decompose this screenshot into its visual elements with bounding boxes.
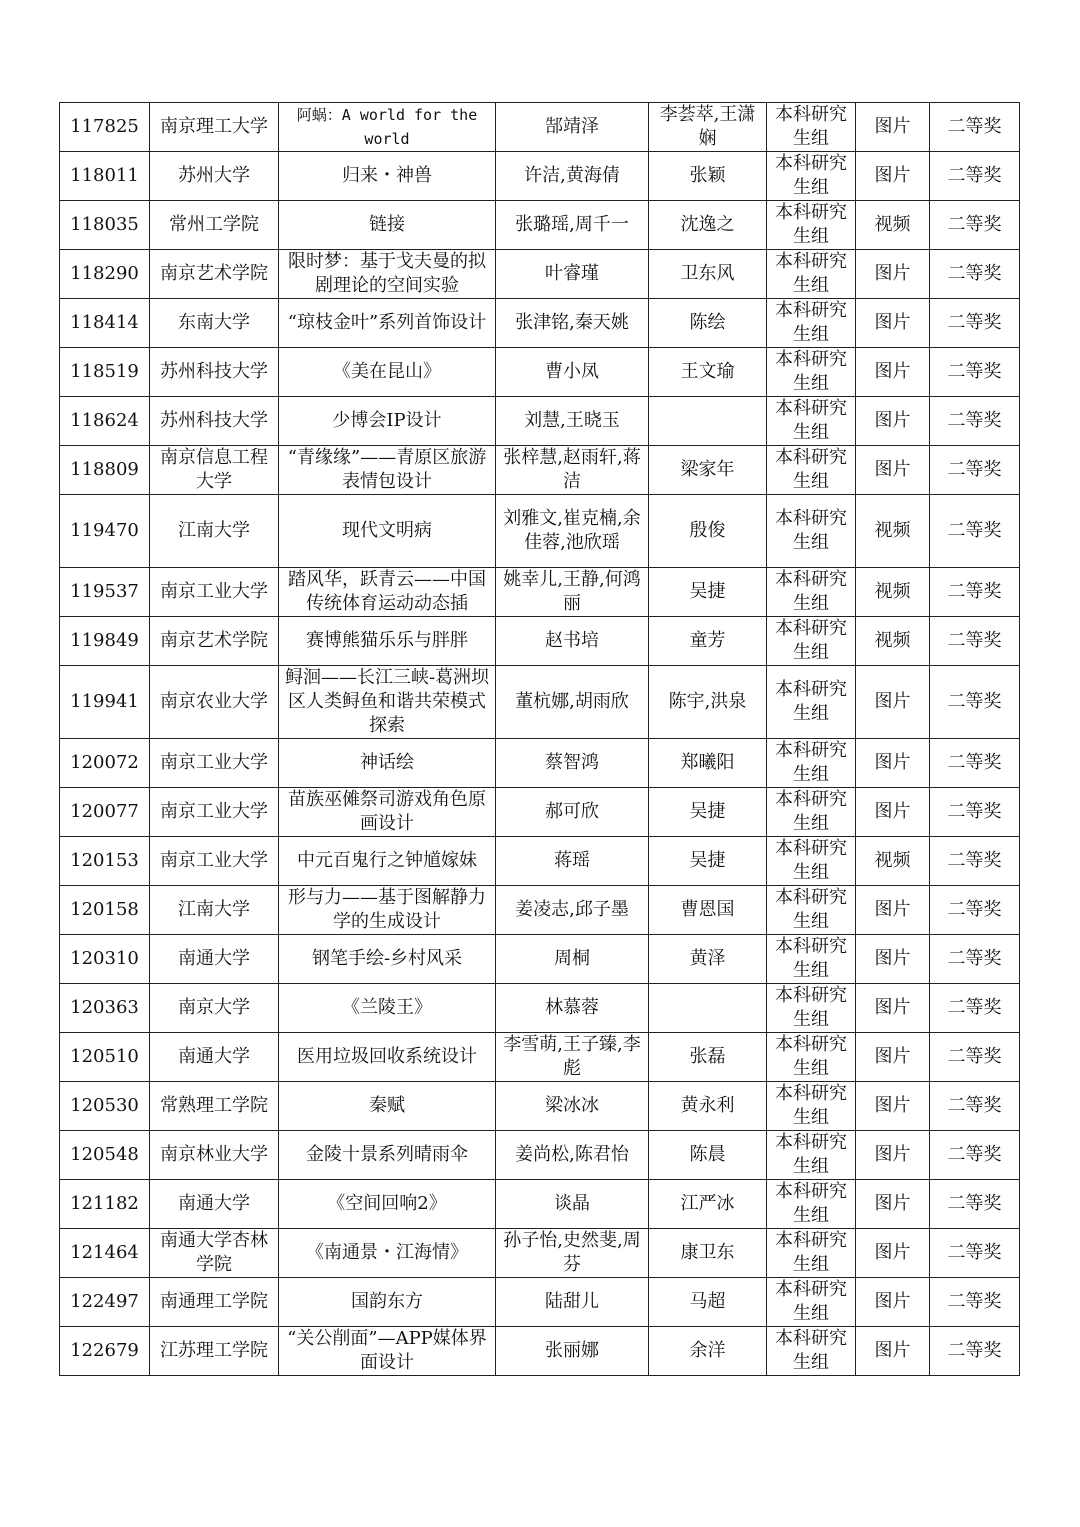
table-row	[60, 446, 1020, 495]
cell-advisor: 陈晨	[649, 1131, 767, 1180]
table-row	[60, 103, 1020, 152]
cell-group: 本科研究生组	[767, 935, 856, 984]
cell-type: 图片	[856, 788, 930, 837]
table-row	[60, 1033, 1020, 1082]
cell-authors: 张津铭,秦天姚	[496, 299, 649, 348]
cell-school: 南京林业大学	[150, 1131, 279, 1180]
cell-authors: 张璐瑶,周千一	[496, 201, 649, 250]
table-row	[60, 739, 1020, 788]
cell-authors: 姜凌志,邱子墨	[496, 886, 649, 935]
cell-authors: 姜尚松,陈君怡	[496, 1131, 649, 1180]
cell-id: 122497	[60, 1278, 150, 1327]
cell-award: 二等奖	[930, 299, 1020, 348]
cell-id: 120310	[60, 935, 150, 984]
table-row	[60, 837, 1020, 886]
cell-advisor: 江严冰	[649, 1180, 767, 1229]
cell-type: 视频	[856, 495, 930, 568]
cell-type: 图片	[856, 446, 930, 495]
cell-id: 118809	[60, 446, 150, 495]
cell-award: 二等奖	[930, 886, 1020, 935]
cell-type: 视频	[856, 201, 930, 250]
cell-group: 本科研究生组	[767, 299, 856, 348]
cell-award: 二等奖	[930, 152, 1020, 201]
cell-school: 南京工业大学	[150, 739, 279, 788]
cell-school: 南京艺术学院	[150, 617, 279, 666]
table-body	[60, 103, 1020, 1376]
cell-advisor: 殷俊	[649, 495, 767, 568]
cell-title: “关公削面”—APP媒体界面设计	[279, 1327, 496, 1376]
cell-authors: 郜靖泽	[496, 103, 649, 152]
cell-advisor: 卫东风	[649, 250, 767, 299]
cell-id: 119537	[60, 568, 150, 617]
cell-type: 图片	[856, 1278, 930, 1327]
cell-title: 中元百鬼行之钟馗嫁妹	[279, 837, 496, 886]
cell-award: 二等奖	[930, 397, 1020, 446]
cell-school: 苏州科技大学	[150, 397, 279, 446]
table-row	[60, 495, 1020, 568]
cell-school: 南京大学	[150, 984, 279, 1033]
cell-group: 本科研究生组	[767, 739, 856, 788]
cell-group: 本科研究生组	[767, 201, 856, 250]
cell-authors: 张丽娜	[496, 1327, 649, 1376]
cell-group: 本科研究生组	[767, 397, 856, 446]
cell-school: 南京农业大学	[150, 666, 279, 739]
cell-advisor: 吴捷	[649, 788, 767, 837]
cell-authors: 周桐	[496, 935, 649, 984]
cell-title: 《空间回响2》	[279, 1180, 496, 1229]
cell-group: 本科研究生组	[767, 446, 856, 495]
table-row	[60, 348, 1020, 397]
cell-authors: 林慕蓉	[496, 984, 649, 1033]
cell-group: 本科研究生组	[767, 1229, 856, 1278]
cell-school: 南通大学杏林学院	[150, 1229, 279, 1278]
cell-authors: 赵书培	[496, 617, 649, 666]
cell-group: 本科研究生组	[767, 788, 856, 837]
cell-school: 南通大学	[150, 935, 279, 984]
cell-id: 118035	[60, 201, 150, 250]
cell-id: 119849	[60, 617, 150, 666]
cell-group: 本科研究生组	[767, 617, 856, 666]
cell-group: 本科研究生组	[767, 103, 856, 152]
cell-id: 120077	[60, 788, 150, 837]
cell-advisor: 康卫东	[649, 1229, 767, 1278]
cell-group: 本科研究生组	[767, 1131, 856, 1180]
cell-award: 二等奖	[930, 837, 1020, 886]
cell-authors: 刘慧,王晓玉	[496, 397, 649, 446]
cell-school: 南京工业大学	[150, 837, 279, 886]
cell-advisor: 李荟萃,王潇娴	[649, 103, 767, 152]
cell-award: 二等奖	[930, 984, 1020, 1033]
cell-award: 二等奖	[930, 1180, 1020, 1229]
cell-type: 图片	[856, 984, 930, 1033]
cell-group: 本科研究生组	[767, 837, 856, 886]
table-row	[60, 935, 1020, 984]
cell-title: 鲟洄——长江三峡-葛洲坝区人类鲟鱼和谐共荣模式探索	[279, 666, 496, 739]
cell-type: 图片	[856, 299, 930, 348]
cell-title: 现代文明病	[279, 495, 496, 568]
cell-title: 钢笔手绘-乡村风采	[279, 935, 496, 984]
cell-group: 本科研究生组	[767, 348, 856, 397]
cell-id: 118519	[60, 348, 150, 397]
table-row	[60, 397, 1020, 446]
cell-advisor: 陈绘	[649, 299, 767, 348]
cell-type: 图片	[856, 250, 930, 299]
cell-award: 二等奖	[930, 1131, 1020, 1180]
cell-authors: 蒋瑶	[496, 837, 649, 886]
cell-award: 二等奖	[930, 1278, 1020, 1327]
cell-type: 视频	[856, 568, 930, 617]
cell-group: 本科研究生组	[767, 152, 856, 201]
cell-type: 图片	[856, 1229, 930, 1278]
table-row	[60, 617, 1020, 666]
cell-group: 本科研究生组	[767, 1033, 856, 1082]
cell-school: 江南大学	[150, 495, 279, 568]
cell-id: 118414	[60, 299, 150, 348]
cell-award: 二等奖	[930, 201, 1020, 250]
cell-title: 《南通景・江海情》	[279, 1229, 496, 1278]
table-row	[60, 1082, 1020, 1131]
cell-advisor	[649, 397, 767, 446]
cell-id: 120363	[60, 984, 150, 1033]
cell-title: 限时梦：基于戈夫曼的拟剧理论的空间实验	[279, 250, 496, 299]
cell-id: 119941	[60, 666, 150, 739]
cell-group: 本科研究生组	[767, 1180, 856, 1229]
cell-award: 二等奖	[930, 1033, 1020, 1082]
cell-id: 121182	[60, 1180, 150, 1229]
cell-group: 本科研究生组	[767, 250, 856, 299]
cell-authors: 梁冰冰	[496, 1082, 649, 1131]
cell-authors: 刘雅文,崔克楠,余佳蓉,池欣瑶	[496, 495, 649, 568]
table-row	[60, 1278, 1020, 1327]
cell-id: 120530	[60, 1082, 150, 1131]
cell-award: 二等奖	[930, 495, 1020, 568]
cell-id: 122679	[60, 1327, 150, 1376]
cell-award: 二等奖	[930, 348, 1020, 397]
cell-type: 图片	[856, 666, 930, 739]
cell-id: 120510	[60, 1033, 150, 1082]
table-row	[60, 886, 1020, 935]
cell-type: 视频	[856, 617, 930, 666]
cell-title: 归来・神兽	[279, 152, 496, 201]
cell-title: 阿蜗：A world for the world	[279, 103, 496, 152]
cell-authors: 李雪萌,王子臻,李彪	[496, 1033, 649, 1082]
cell-title: “琼枝金叶”系列首饰设计	[279, 299, 496, 348]
cell-type: 图片	[856, 152, 930, 201]
cell-authors: 郝可欣	[496, 788, 649, 837]
cell-award: 二等奖	[930, 568, 1020, 617]
cell-advisor: 马超	[649, 1278, 767, 1327]
cell-school: 南京理工大学	[150, 103, 279, 152]
cell-authors: 谈晶	[496, 1180, 649, 1229]
cell-title: 国韵东方	[279, 1278, 496, 1327]
cell-award: 二等奖	[930, 666, 1020, 739]
table-row	[60, 201, 1020, 250]
cell-advisor: 张磊	[649, 1033, 767, 1082]
cell-group: 本科研究生组	[767, 1082, 856, 1131]
cell-title: 神话绘	[279, 739, 496, 788]
cell-award: 二等奖	[930, 1229, 1020, 1278]
cell-id: 117825	[60, 103, 150, 152]
table-row	[60, 984, 1020, 1033]
cell-title: 苗族巫傩祭司游戏角色原画设计	[279, 788, 496, 837]
cell-id: 118290	[60, 250, 150, 299]
table-row	[60, 1327, 1020, 1376]
cell-school: 苏州大学	[150, 152, 279, 201]
cell-type: 图片	[856, 1131, 930, 1180]
cell-type: 图片	[856, 1082, 930, 1131]
cell-advisor: 曹恩国	[649, 886, 767, 935]
cell-id: 119470	[60, 495, 150, 568]
cell-award: 二等奖	[930, 617, 1020, 666]
cell-type: 图片	[856, 886, 930, 935]
cell-id: 120072	[60, 739, 150, 788]
cell-title: 《兰陵王》	[279, 984, 496, 1033]
cell-school: 江苏理工学院	[150, 1327, 279, 1376]
cell-school: 南京工业大学	[150, 788, 279, 837]
cell-group: 本科研究生组	[767, 1278, 856, 1327]
cell-advisor: 沈逸之	[649, 201, 767, 250]
cell-title: “青缘缘”——青原区旅游表情包设计	[279, 446, 496, 495]
cell-title: 《美在昆山》	[279, 348, 496, 397]
cell-advisor: 黄永利	[649, 1082, 767, 1131]
cell-authors: 张梓慧,赵雨轩,蒋洁	[496, 446, 649, 495]
cell-advisor: 陈宇,洪泉	[649, 666, 767, 739]
cell-title: 形与力——基于图解静力学的生成设计	[279, 886, 496, 935]
cell-id: 120548	[60, 1131, 150, 1180]
table-row	[60, 666, 1020, 739]
cell-school: 江南大学	[150, 886, 279, 935]
cell-id: 120158	[60, 886, 150, 935]
cell-authors: 许洁,黄海倩	[496, 152, 649, 201]
cell-school: 南通理工学院	[150, 1278, 279, 1327]
cell-advisor: 吴捷	[649, 568, 767, 617]
cell-advisor: 黄泽	[649, 935, 767, 984]
cell-group: 本科研究生组	[767, 886, 856, 935]
cell-authors: 姚幸儿,王静,何鸿丽	[496, 568, 649, 617]
cell-authors: 蔡智鸿	[496, 739, 649, 788]
table-row	[60, 299, 1020, 348]
cell-type: 图片	[856, 103, 930, 152]
table-row	[60, 1180, 1020, 1229]
cell-id: 118624	[60, 397, 150, 446]
cell-advisor: 吴捷	[649, 837, 767, 886]
cell-type: 图片	[856, 739, 930, 788]
cell-school: 常州工学院	[150, 201, 279, 250]
cell-advisor: 王文瑜	[649, 348, 767, 397]
cell-group: 本科研究生组	[767, 666, 856, 739]
cell-school: 苏州科技大学	[150, 348, 279, 397]
cell-school: 东南大学	[150, 299, 279, 348]
cell-award: 二等奖	[930, 788, 1020, 837]
cell-school: 南京艺术学院	[150, 250, 279, 299]
cell-type: 图片	[856, 1033, 930, 1082]
cell-school: 南通大学	[150, 1180, 279, 1229]
cell-award: 二等奖	[930, 250, 1020, 299]
cell-school: 南京信息工程大学	[150, 446, 279, 495]
cell-award: 二等奖	[930, 1082, 1020, 1131]
cell-school: 南通大学	[150, 1033, 279, 1082]
table-row	[60, 250, 1020, 299]
cell-authors: 曹小凤	[496, 348, 649, 397]
cell-type: 图片	[856, 397, 930, 446]
cell-advisor: 张颖	[649, 152, 767, 201]
cell-title: 少博会IP设计	[279, 397, 496, 446]
table-row	[60, 1229, 1020, 1278]
cell-title: 踏风华，跃青云——中国传统体育运动动态插	[279, 568, 496, 617]
cell-group: 本科研究生组	[767, 495, 856, 568]
cell-group: 本科研究生组	[767, 568, 856, 617]
cell-id: 121464	[60, 1229, 150, 1278]
cell-award: 二等奖	[930, 1327, 1020, 1376]
cell-title: 赛博熊猫乐乐与胖胖	[279, 617, 496, 666]
table-row	[60, 152, 1020, 201]
cell-title: 链接	[279, 201, 496, 250]
cell-advisor: 余洋	[649, 1327, 767, 1376]
cell-group: 本科研究生组	[767, 984, 856, 1033]
table-row	[60, 568, 1020, 617]
cell-award: 二等奖	[930, 739, 1020, 788]
cell-type: 图片	[856, 348, 930, 397]
cell-authors: 叶睿瑾	[496, 250, 649, 299]
awards-table	[59, 102, 1020, 1376]
cell-id: 118011	[60, 152, 150, 201]
cell-type: 图片	[856, 1327, 930, 1376]
cell-type: 图片	[856, 1180, 930, 1229]
cell-title: 医用垃圾回收系统设计	[279, 1033, 496, 1082]
cell-title: 秦赋	[279, 1082, 496, 1131]
cell-type: 视频	[856, 837, 930, 886]
table-row	[60, 788, 1020, 837]
cell-award: 二等奖	[930, 446, 1020, 495]
cell-advisor: 郑曦阳	[649, 739, 767, 788]
cell-advisor: 梁家年	[649, 446, 767, 495]
cell-id: 120153	[60, 837, 150, 886]
cell-authors: 董杭娜,胡雨欣	[496, 666, 649, 739]
cell-advisor	[649, 984, 767, 1033]
table-row	[60, 1131, 1020, 1180]
cell-award: 二等奖	[930, 103, 1020, 152]
cell-advisor: 童芳	[649, 617, 767, 666]
cell-school: 南京工业大学	[150, 568, 279, 617]
cell-authors: 陆甜儿	[496, 1278, 649, 1327]
cell-group: 本科研究生组	[767, 1327, 856, 1376]
cell-award: 二等奖	[930, 935, 1020, 984]
cell-school: 常熟理工学院	[150, 1082, 279, 1131]
cell-authors: 孙子怡,史然斐,周芬	[496, 1229, 649, 1278]
cell-title: 金陵十景系列晴雨伞	[279, 1131, 496, 1180]
cell-type: 图片	[856, 935, 930, 984]
